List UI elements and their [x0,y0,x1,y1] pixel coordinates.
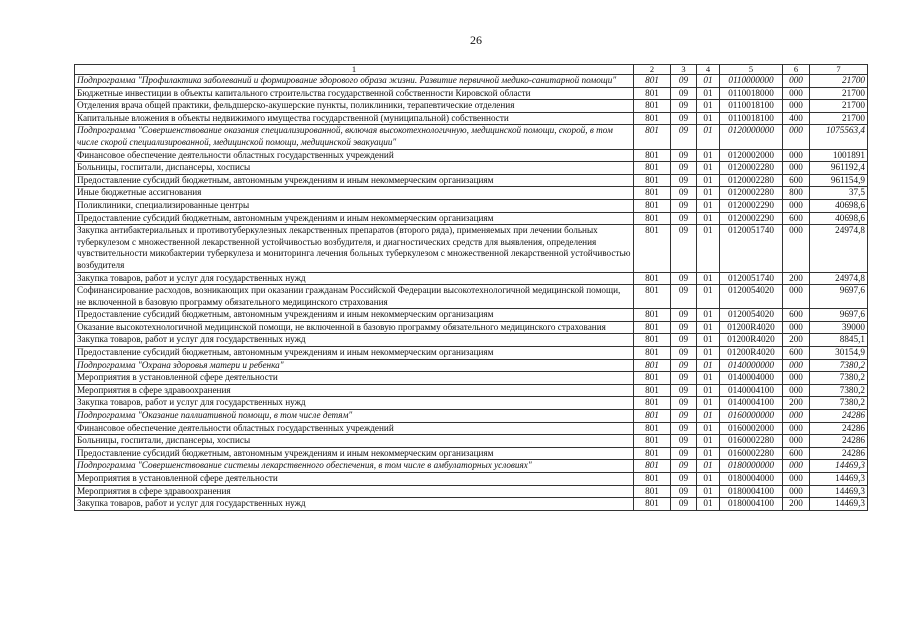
ved-cell: 801 [634,347,671,360]
expense-type-cell: 000 [783,125,810,149]
section-cell: 09 [671,187,697,200]
subsection-cell: 01 [697,460,720,473]
subsection-cell: 01 [697,75,720,88]
expense-type-cell: 800 [783,187,810,200]
ved-cell: 801 [634,225,671,272]
section-cell: 09 [671,347,697,360]
expense-type-cell: 600 [783,347,810,360]
expense-type-cell: 000 [783,100,810,113]
section-cell: 09 [671,149,697,162]
subsection-cell: 01 [697,125,720,149]
table-row [75,334,868,347]
header-cell: 4 [697,65,720,75]
expense-type-cell: 200 [783,334,810,347]
expense-type-cell: 600 [783,447,810,460]
subsection-cell: 01 [697,149,720,162]
expense-type-cell: 000 [783,225,810,272]
section-cell: 09 [671,359,697,372]
ved-cell: 801 [634,321,671,334]
table-row [75,435,868,448]
amount-cell: 1001891 [810,149,868,162]
table-row [75,321,868,334]
subsection-cell: 01 [697,187,720,200]
name-cell: Закупка товаров, работ и услуг для государственных нужд [75,272,634,285]
section-cell: 09 [671,397,697,410]
target-article-cell: 0120000000 [720,125,783,149]
name-cell: Предоставление субсидий бюджетным, автономным учреждениям и иным некоммерческим организациям [75,447,634,460]
section-cell: 09 [671,372,697,385]
table-row [75,87,868,100]
table-row [75,149,868,162]
header-cell: 6 [783,65,810,75]
table-row [75,100,868,113]
target-article-cell: 0140004000 [720,372,783,385]
expense-type-cell: 000 [783,410,810,423]
name-cell: Отделения врача общей практики, фельдшерско-акушерские пункты, поликлиники, терапевтические отделения [75,100,634,113]
name-cell: Финансовое обеспечение деятельности областных государственных учреждений [75,149,634,162]
header-cell: 1 [75,65,634,75]
ved-cell: 801 [634,334,671,347]
expense-type-cell: 200 [783,498,810,511]
amount-cell: 961154,9 [810,174,868,187]
amount-cell: 7380,2 [810,397,868,410]
name-cell: Подпрограмма "Оказание паллиативной помощи, в том числе детям" [75,410,634,423]
table-row [75,485,868,498]
amount-cell: 24286 [810,422,868,435]
name-cell: Закупка антибактериальных и противотуберкулезных лекарственных препаратов (второго ряда), применяемых при лечении больных туберкулезом с множественной лекарственной устойчивостью возбудителя, и диагностических средств для выявления, определения чувствительности микобактерии туберкулеза и мониторинга лечения больных туберкулезом с множественной лекарственной устойчивостью возбудителя [75,225,634,272]
table-row [75,174,868,187]
target-article-cell: 0120051740 [720,225,783,272]
header-cell: 5 [720,65,783,75]
amount-cell: 24286 [810,410,868,423]
subsection-cell: 01 [697,473,720,486]
expense-type-cell: 000 [783,460,810,473]
expense-type-cell: 600 [783,212,810,225]
subsection-cell: 01 [697,100,720,113]
header-cell: 3 [671,65,697,75]
name-cell: Подпрограмма "Совершенствование системы лекарственного обеспечения, в том числе в амбулаторных условиях" [75,460,634,473]
name-cell: Больницы, госпитали, диспансеры, хосписы [75,162,634,175]
amount-cell: 1075563,4 [810,125,868,149]
target-article-cell: 01200R4020 [720,347,783,360]
name-cell: Финансовое обеспечение деятельности областных государственных учреждений [75,422,634,435]
subsection-cell: 01 [697,397,720,410]
amount-cell: 9697,6 [810,285,868,309]
budget-table [74,64,868,511]
target-article-cell: 0160002280 [720,435,783,448]
amount-cell: 9697,6 [810,309,868,322]
expense-type-cell: 200 [783,397,810,410]
section-cell: 09 [671,125,697,149]
amount-cell: 39000 [810,321,868,334]
amount-cell: 40698,6 [810,212,868,225]
section-cell: 09 [671,473,697,486]
ved-cell: 801 [634,397,671,410]
subprogram-row [75,460,868,473]
section-cell: 09 [671,435,697,448]
target-article-cell: 0140004100 [720,384,783,397]
name-cell: Предоставление субсидий бюджетным, автономным учреждениям и иным некоммерческим организациям [75,212,634,225]
target-article-cell: 0180000000 [720,460,783,473]
table-row [75,422,868,435]
target-article-cell: 0160000000 [720,410,783,423]
subprogram-row [75,75,868,88]
target-article-cell: 0120002290 [720,212,783,225]
ved-cell: 801 [634,100,671,113]
amount-cell: 40698,6 [810,199,868,212]
amount-cell: 14469,3 [810,473,868,486]
section-cell: 09 [671,174,697,187]
name-cell: Оказание высокотехнологичной медицинской помощи, не включенной в базовую программу обязательного медицинского страхования [75,321,634,334]
subsection-cell: 01 [697,212,720,225]
amount-cell: 21700 [810,100,868,113]
ved-cell: 801 [634,359,671,372]
expense-type-cell: 000 [783,321,810,334]
expense-type-cell: 200 [783,272,810,285]
ved-cell: 801 [634,422,671,435]
subsection-cell: 01 [697,498,720,511]
table-row [75,384,868,397]
amount-cell: 21700 [810,112,868,125]
target-article-cell: 0110018100 [720,100,783,113]
target-article-cell: 0120051740 [720,272,783,285]
subsection-cell: 01 [697,422,720,435]
section-cell: 09 [671,162,697,175]
expense-type-cell: 000 [783,199,810,212]
expense-type-cell: 000 [783,75,810,88]
ved-cell: 801 [634,460,671,473]
ved-cell: 801 [634,112,671,125]
target-article-cell: 0120002280 [720,174,783,187]
subsection-cell: 01 [697,174,720,187]
ved-cell: 801 [634,498,671,511]
subsection-cell: 01 [697,410,720,423]
section-cell: 09 [671,460,697,473]
expense-type-cell: 000 [783,149,810,162]
amount-cell: 24974,8 [810,225,868,272]
amount-cell: 21700 [810,87,868,100]
table-row [75,162,868,175]
amount-cell: 37,5 [810,187,868,200]
expense-type-cell: 000 [783,422,810,435]
subsection-cell: 01 [697,309,720,322]
name-cell: Мероприятия в сфере здравоохранения [75,485,634,498]
target-article-cell: 0120002280 [720,187,783,200]
expense-type-cell: 000 [783,87,810,100]
target-article-cell: 0180004000 [720,473,783,486]
subsection-cell: 01 [697,225,720,272]
name-cell: Предоставление субсидий бюджетным, автономным учреждениям и иным некоммерческим организациям [75,309,634,322]
name-cell: Капитальные вложения в объекты недвижимого имущества государственной (муниципальной) собственности [75,112,634,125]
target-article-cell: 0120002280 [720,162,783,175]
section-cell: 09 [671,384,697,397]
target-article-cell: 01200R4020 [720,321,783,334]
ved-cell: 801 [634,473,671,486]
target-article-cell: 0120054020 [720,309,783,322]
table-row [75,447,868,460]
ved-cell: 801 [634,199,671,212]
expense-type-cell: 000 [783,285,810,309]
name-cell: Больницы, госпитали, диспансеры, хосписы [75,435,634,448]
expense-type-cell: 000 [783,372,810,385]
subsection-cell: 01 [697,199,720,212]
expense-type-cell: 600 [783,309,810,322]
amount-cell: 961192,4 [810,162,868,175]
amount-cell: 14469,3 [810,498,868,511]
table-row [75,187,868,200]
section-cell: 09 [671,321,697,334]
expense-type-cell: 000 [783,473,810,486]
name-cell: Предоставление субсидий бюджетным, автономным учреждениям и иным некоммерческим организациям [75,174,634,187]
target-article-cell: 0110018100 [720,112,783,125]
table-row [75,112,868,125]
subsection-cell: 01 [697,285,720,309]
subsection-cell: 01 [697,384,720,397]
target-article-cell: 01200R4020 [720,334,783,347]
target-article-cell: 0120002290 [720,199,783,212]
ved-cell: 801 [634,162,671,175]
ved-cell: 801 [634,285,671,309]
table-row [75,372,868,385]
table-header-row [75,65,868,75]
section-cell: 09 [671,334,697,347]
name-cell: Закупка товаров, работ и услуг для государственных нужд [75,498,634,511]
table-row [75,397,868,410]
name-cell: Закупка товаров, работ и услуг для государственных нужд [75,334,634,347]
subsection-cell: 01 [697,272,720,285]
section-cell: 09 [671,75,697,88]
target-article-cell: 0140000000 [720,359,783,372]
section-cell: 09 [671,212,697,225]
subsection-cell: 01 [697,485,720,498]
ved-cell: 801 [634,75,671,88]
expense-type-cell: 600 [783,174,810,187]
subsection-cell: 01 [697,435,720,448]
amount-cell: 8845,1 [810,334,868,347]
section-cell: 09 [671,485,697,498]
ved-cell: 801 [634,174,671,187]
name-cell: Подпрограмма "Охрана здоровья матери и ребенка" [75,359,634,372]
section-cell: 09 [671,87,697,100]
target-article-cell: 0110000000 [720,75,783,88]
ved-cell: 801 [634,435,671,448]
amount-cell: 14469,3 [810,460,868,473]
expense-type-cell: 000 [783,384,810,397]
expense-type-cell: 000 [783,435,810,448]
table-row [75,285,868,309]
name-cell: Поликлиники, специализированные центры [75,199,634,212]
subsection-cell: 01 [697,321,720,334]
ved-cell: 801 [634,212,671,225]
subsection-cell: 01 [697,112,720,125]
expense-type-cell: 000 [783,359,810,372]
section-cell: 09 [671,225,697,272]
name-cell: Закупка товаров, работ и услуг для государственных нужд [75,397,634,410]
section-cell: 09 [671,199,697,212]
name-cell: Бюджетные инвестиции в объекты капитального строительства государственной собственности Кировской области [75,87,634,100]
ved-cell: 801 [634,187,671,200]
ved-cell: 801 [634,125,671,149]
amount-cell: 30154,9 [810,347,868,360]
amount-cell: 7380,2 [810,372,868,385]
ved-cell: 801 [634,485,671,498]
name-cell: Софинансирование расходов, возникающих при оказании гражданам Российской Федерации высокотехнологичной медицинской помощи, не включенной в базовую программу обязательного медицинского страхования [75,285,634,309]
table-row [75,225,868,272]
subsection-cell: 01 [697,87,720,100]
ved-cell: 801 [634,384,671,397]
name-cell: Иные бюджетные ассигнования [75,187,634,200]
subprogram-row [75,359,868,372]
name-cell: Подпрограмма "Профилактика заболеваний и формирование здорового образа жизни. Развитие первичной медико-санитарной помощи" [75,75,634,88]
table-row [75,347,868,360]
section-cell: 09 [671,285,697,309]
ved-cell: 801 [634,447,671,460]
amount-cell: 7380,2 [810,384,868,397]
section-cell: 09 [671,272,697,285]
table-row [75,199,868,212]
section-cell: 09 [671,422,697,435]
section-cell: 09 [671,410,697,423]
section-cell: 09 [671,447,697,460]
table-row [75,498,868,511]
expense-type-cell: 000 [783,162,810,175]
target-article-cell: 0110018000 [720,87,783,100]
amount-cell: 24286 [810,435,868,448]
amount-cell: 24286 [810,447,868,460]
ved-cell: 801 [634,272,671,285]
ved-cell: 801 [634,410,671,423]
target-article-cell: 0120002000 [720,149,783,162]
name-cell: Мероприятия в сфере здравоохранения [75,384,634,397]
subsection-cell: 01 [697,372,720,385]
section-cell: 09 [671,100,697,113]
target-article-cell: 0180004100 [720,498,783,511]
target-article-cell: 0120054020 [720,285,783,309]
target-article-cell: 0160002000 [720,422,783,435]
amount-cell: 24974,8 [810,272,868,285]
name-cell: Предоставление субсидий бюджетным, автономным учреждениям и иным некоммерческим организациям [75,347,634,360]
ved-cell: 801 [634,87,671,100]
section-cell: 09 [671,112,697,125]
expense-type-cell: 000 [783,485,810,498]
subsection-cell: 01 [697,334,720,347]
subsection-cell: 01 [697,447,720,460]
table-row [75,212,868,225]
ved-cell: 801 [634,372,671,385]
table-row [75,473,868,486]
subsection-cell: 01 [697,359,720,372]
target-article-cell: 0160002280 [720,447,783,460]
subprogram-row [75,410,868,423]
amount-cell: 21700 [810,75,868,88]
table-row [75,309,868,322]
header-cell: 2 [634,65,671,75]
header-cell: 7 [810,65,868,75]
section-cell: 09 [671,498,697,511]
subprogram-row [75,125,868,149]
target-article-cell: 0180004100 [720,485,783,498]
page-number: 26 [470,33,482,47]
target-article-cell: 0140004100 [720,397,783,410]
subsection-cell: 01 [697,347,720,360]
name-cell: Подпрограмма "Совершенствование оказания специализированной, включая высокотехнологичную, медицинской помощи, скорой, в том числе скорой специализированной, медицинской помощи, медицинской эвакуации" [75,125,634,149]
name-cell: Мероприятия в установленной сфере деятельности [75,372,634,385]
table-row [75,272,868,285]
subsection-cell: 01 [697,162,720,175]
section-cell: 09 [671,309,697,322]
amount-cell: 14469,3 [810,485,868,498]
ved-cell: 801 [634,149,671,162]
amount-cell: 7380,2 [810,359,868,372]
expense-type-cell: 400 [783,112,810,125]
name-cell: Мероприятия в установленной сфере деятельности [75,473,634,486]
ved-cell: 801 [634,309,671,322]
